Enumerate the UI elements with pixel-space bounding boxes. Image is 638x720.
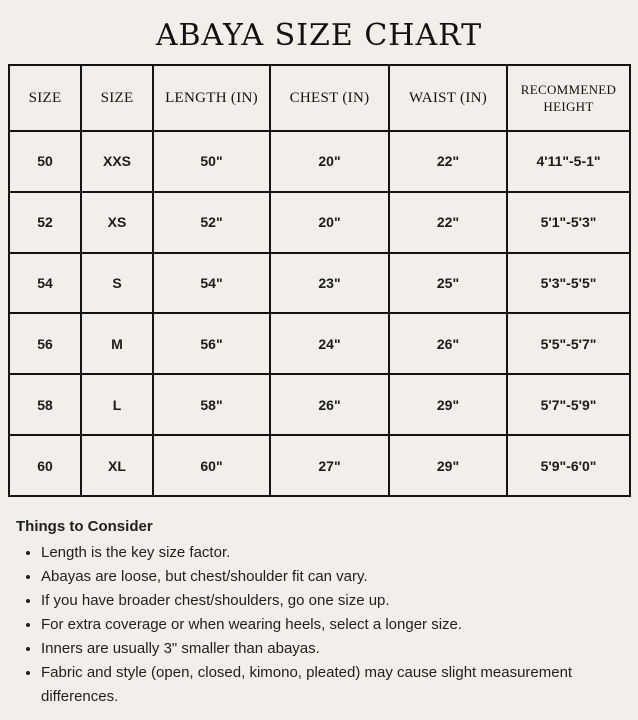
header-size-number: SIZE	[9, 65, 81, 131]
page-title: ABAYA SIZE CHART	[155, 18, 483, 53]
cell-chest: 20"	[270, 131, 389, 192]
cell-waist: 26"	[389, 313, 507, 374]
cell-chest: 27"	[270, 435, 389, 496]
cell-length: 50"	[153, 131, 270, 192]
header-chest: CHEST (IN)	[270, 65, 389, 131]
cell-size-number: 58	[9, 374, 81, 435]
cell-chest: 26"	[270, 374, 389, 435]
cell-length: 56"	[153, 313, 270, 374]
cell-size-number: 56	[9, 313, 81, 374]
cell-height: 5'3"-5'5"	[507, 253, 630, 314]
header-waist: WAIST (IN)	[389, 65, 507, 131]
size-chart-table	[8, 64, 631, 497]
list-item: • Abayas are loose, but chest/shoulder fit can vary.	[41, 565, 626, 589]
cell-length: 54"	[153, 253, 270, 314]
table-row	[9, 253, 630, 314]
cell-length: 52"	[153, 192, 270, 253]
list-item: • For extra coverage or when wearing heels, select a longer size.	[41, 613, 626, 637]
cell-height: 5'5"-5'7"	[507, 313, 630, 374]
cell-size-letter: M	[81, 313, 153, 374]
table-row	[9, 374, 630, 435]
table-row	[9, 131, 630, 192]
cell-size-number: 50	[9, 131, 81, 192]
header-size-letter: SIZE	[81, 65, 153, 131]
notes-title: Things to Consider	[16, 518, 153, 535]
table-row	[9, 192, 630, 253]
cell-height: 4'11"-5-1"	[507, 131, 630, 192]
cell-size-number: 54	[9, 253, 81, 314]
list-item: • Length is the key size factor.	[41, 541, 626, 565]
cell-size-letter: XS	[81, 192, 153, 253]
notes-section	[16, 517, 626, 709]
list-item: • Fabric and style (open, closed, kimono, pleated) may cause slight measurement differences.	[41, 661, 626, 709]
cell-waist: 22"	[389, 131, 507, 192]
cell-size-number: 52	[9, 192, 81, 253]
cell-size-number: 60	[9, 435, 81, 496]
cell-size-letter: XL	[81, 435, 153, 496]
table-row	[9, 313, 630, 374]
cell-chest: 23"	[270, 253, 389, 314]
cell-chest: 24"	[270, 313, 389, 374]
cell-waist: 25"	[389, 253, 507, 314]
cell-size-letter: S	[81, 253, 153, 314]
cell-height: 5'9"-6'0"	[507, 435, 630, 496]
list-item: • Inners are usually 3" smaller than abayas.	[41, 637, 626, 661]
cell-waist: 22"	[389, 192, 507, 253]
cell-height: 5'1"-5'3"	[507, 192, 630, 253]
notes-list	[16, 541, 626, 709]
cell-length: 58"	[153, 374, 270, 435]
header-recommended-height: RECOMMENED HEIGHT	[507, 65, 630, 131]
cell-chest: 20"	[270, 192, 389, 253]
cell-waist: 29"	[389, 374, 507, 435]
table-header-row	[9, 65, 630, 131]
table-row	[9, 435, 630, 496]
cell-size-letter: XXS	[81, 131, 153, 192]
cell-waist: 29"	[389, 435, 507, 496]
cell-length: 60"	[153, 435, 270, 496]
cell-size-letter: L	[81, 374, 153, 435]
list-item: • If you have broader chest/shoulders, go one size up.	[41, 589, 626, 613]
header-length: LENGTH (IN)	[153, 65, 270, 131]
cell-height: 5'7"-5'9"	[507, 374, 630, 435]
